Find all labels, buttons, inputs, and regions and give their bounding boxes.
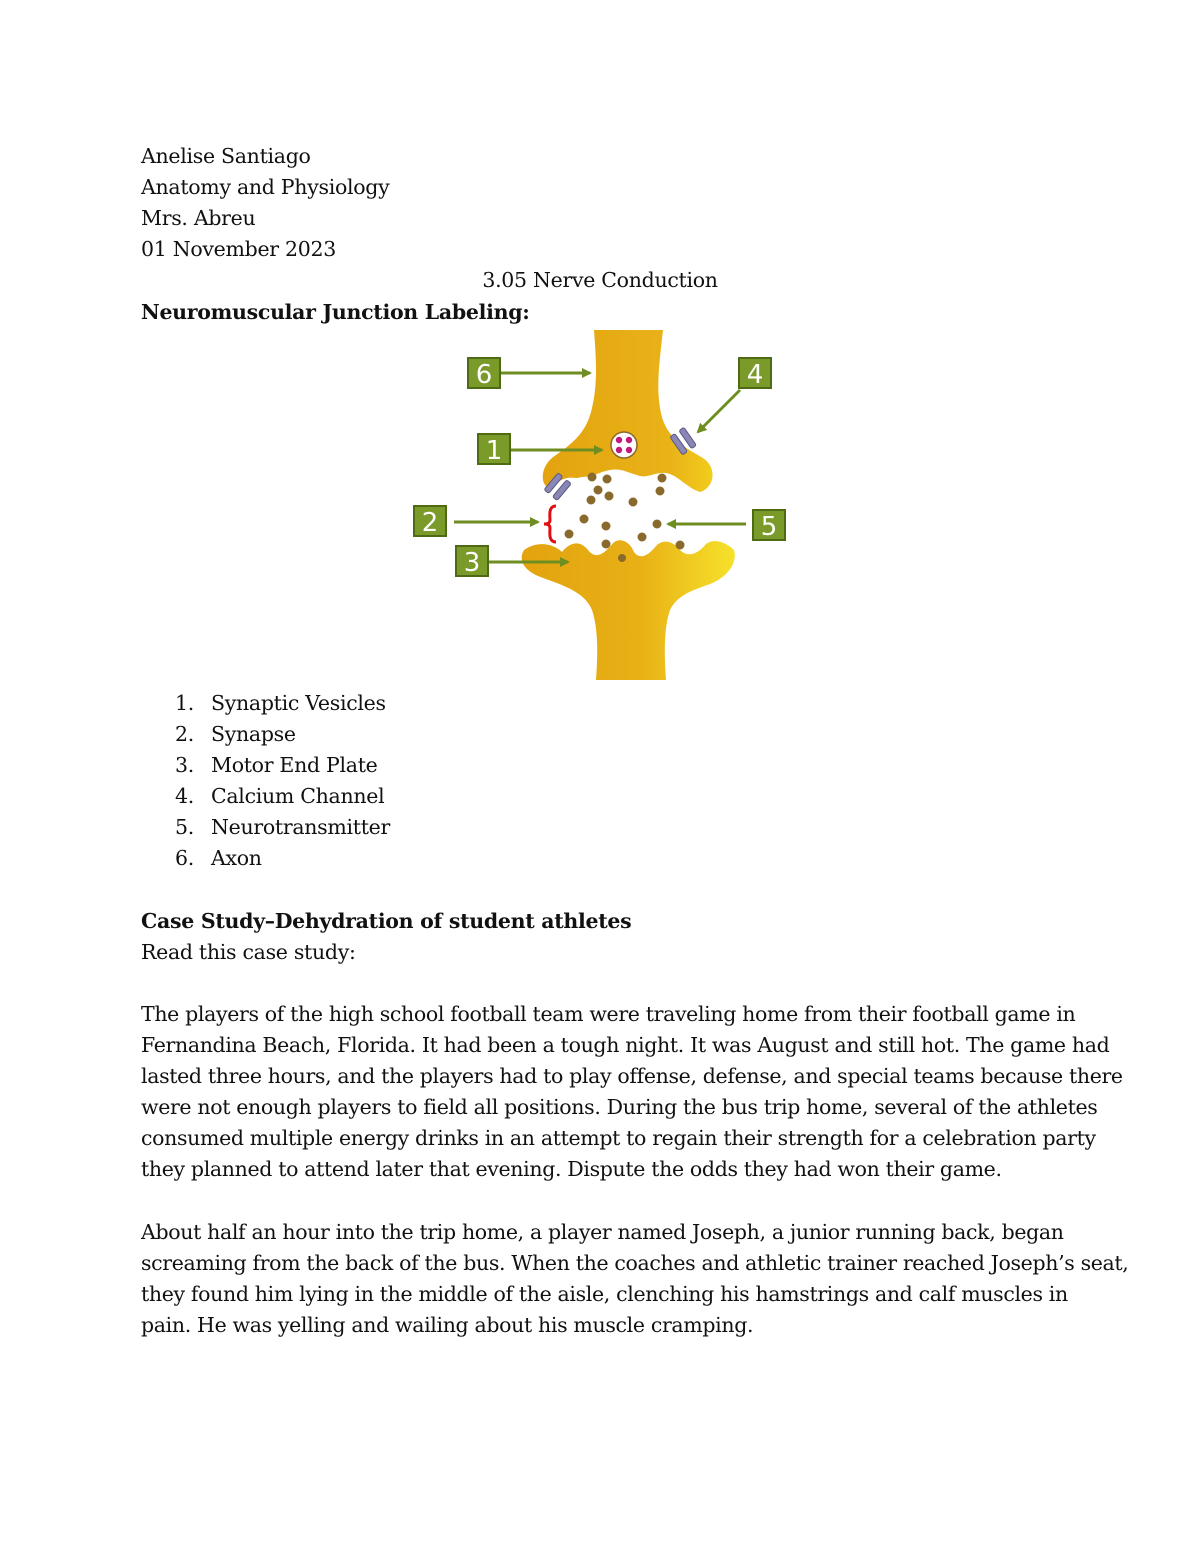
paragraph-line: they planned to attend later that evening. Dispute the odds they had won their game. [141,1157,1002,1182]
paragraph-line: Fernandina Beach, Florida. It had been a tough night. It was August and still hot. The game had [141,1033,1110,1058]
list-text: Synaptic Vesicles [211,691,386,715]
callout-2-text: 2 [421,508,439,538]
list-item [141,781,390,812]
list-number: 5. [175,815,194,839]
callout-5-text: 5 [760,512,778,542]
case-study-paragraph-2 [141,1217,1129,1341]
list-item [141,812,390,843]
list-item [141,843,390,874]
paragraph-line: consumed multiple energy drinks in an attempt to regain their strength for a celebration party [141,1126,1096,1151]
list-item [141,750,390,781]
assignment-title: 3.05 Nerve Conduction [482,268,718,292]
list-item [141,719,390,750]
date: 01 November 2023 [141,237,336,261]
list-item [141,688,390,719]
teacher-name: Mrs. Abreu [141,206,256,230]
list-text: Synapse [211,722,296,746]
axon-terminal-shape [543,330,713,492]
list-number: 3. [175,753,194,777]
callout-6 [468,358,500,390]
case-study-heading: Case Study–Dehydration of student athletes [141,909,632,933]
list-text: Calcium Channel [211,784,385,808]
student-name: Anelise Santiago [141,144,311,168]
paragraph-line: they found him lying in the middle of the aisle, clenching his hamstrings and calf muscles in [141,1282,1068,1307]
list-number: 4. [175,784,194,808]
callout-1 [478,434,510,466]
list-text: Axon [211,846,262,870]
list-number: 2. [175,722,194,746]
callout-5 [753,510,785,542]
callout-4 [739,358,771,390]
callout-3-text: 3 [463,548,481,578]
labeling-heading: Neuromuscular Junction Labeling: [141,300,530,324]
paragraph-line: The players of the high school football team were traveling home from their football game in [141,1002,1076,1026]
paragraph-line: pain. He was yelling and wailing about his muscle cramping. [141,1313,754,1338]
callout-1-text: 1 [485,436,503,466]
callout-2 [414,506,446,538]
paragraph-line: were not enough players to field all positions. During the bus trip home, several of the athletes [141,1095,1098,1120]
list-text: Motor End Plate [211,753,378,777]
course-name: Anatomy and Physiology [141,175,390,199]
list-number: 1. [175,691,194,715]
neuromuscular-junction-diagram [408,328,788,680]
paragraph-line: About half an hour into the trip home, a player named Joseph, a junior running back, began [141,1220,1064,1244]
case-study-paragraph-1 [141,999,1123,1186]
list-text: Neurotransmitter [211,815,390,839]
paragraph-line: screaming from the back of the bus. When the coaches and athletic trainer reached Joseph’s seat, [141,1251,1129,1276]
answer-list [141,688,390,874]
paragraph-line: lasted three hours, and the players had to play offense, defense, and special teams because there [141,1064,1123,1089]
callout-3 [456,546,488,578]
case-study-instruction: Read this case study: [141,940,356,964]
callout-4-text: 4 [746,360,764,390]
list-number: 6. [175,846,194,870]
callout-6-text: 6 [475,360,493,390]
synaptic-vesicle [611,432,637,458]
